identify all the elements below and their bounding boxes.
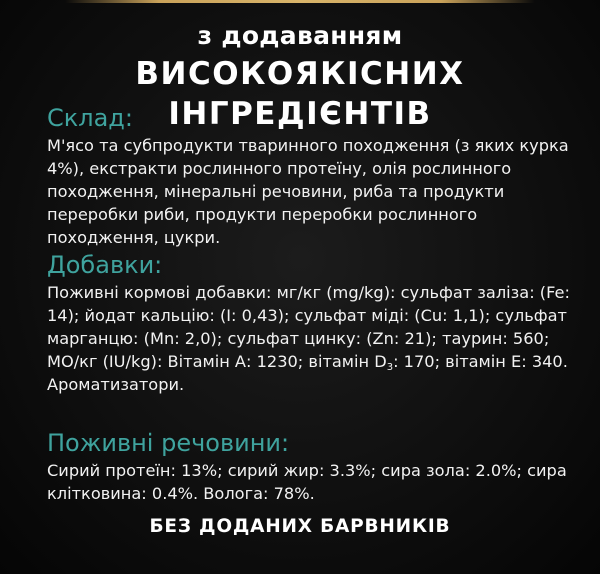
- vitamins-prefix: МО/кг (IU/kg): Вітамін А: 1230; вітамін D: [47, 352, 387, 371]
- composition-title: Склад:: [47, 104, 133, 132]
- nutrients-title: Поживні речовини:: [47, 429, 290, 457]
- additives-vitamins-line: [47, 352, 568, 371]
- additives-text: [47, 281, 577, 396]
- composition-text: М'ясо та субпродукти тваринного походження (з яких курка 4%), екстракти рослинного протеїну, олія рослинного походження, мінеральні речовини, риба та продукти переробки риби, продукти переробки рослинного походження, цукри.: [47, 136, 569, 247]
- additives-line-feed-additives: Поживні кормові добавки: мг/кг (mg/kg): сульфат заліза: (Fe: 14); йодат кальцію: (I: 0,43); сульфат міді: (Cu: 1,1); сульфат марганцю: (Mn: 2,0); сульфат цинку: (Zn: 21); таурин: 560;: [47, 283, 570, 348]
- additives-flavourings: Ароматизатори.: [47, 375, 185, 394]
- vitamins-suffix: : 170; вітамін Е: 340.: [393, 352, 568, 371]
- nutrients-text: Сирий протеїн: 13%; сирий жир: 3.3%; сира зола: 2.0%; сира клітковина: 0.4%. Волога: 78%.: [47, 461, 567, 503]
- hero-title: ВИСОКОЯКІСНИХ ІНГРЕДІЄНТІВ: [135, 56, 465, 132]
- composition-section: [47, 104, 577, 249]
- additives-section: [47, 251, 577, 396]
- gold-top-line: [65, 0, 535, 3]
- no-colorants-label: БЕЗ ДОДАНИХ БАРВНИКІВ: [149, 516, 451, 537]
- vitamin-d-subscript: 3: [386, 362, 394, 373]
- additives-title: Добавки:: [47, 251, 163, 279]
- nutrients-section: [47, 429, 577, 505]
- hero-subtitle: з додаванням: [197, 21, 403, 50]
